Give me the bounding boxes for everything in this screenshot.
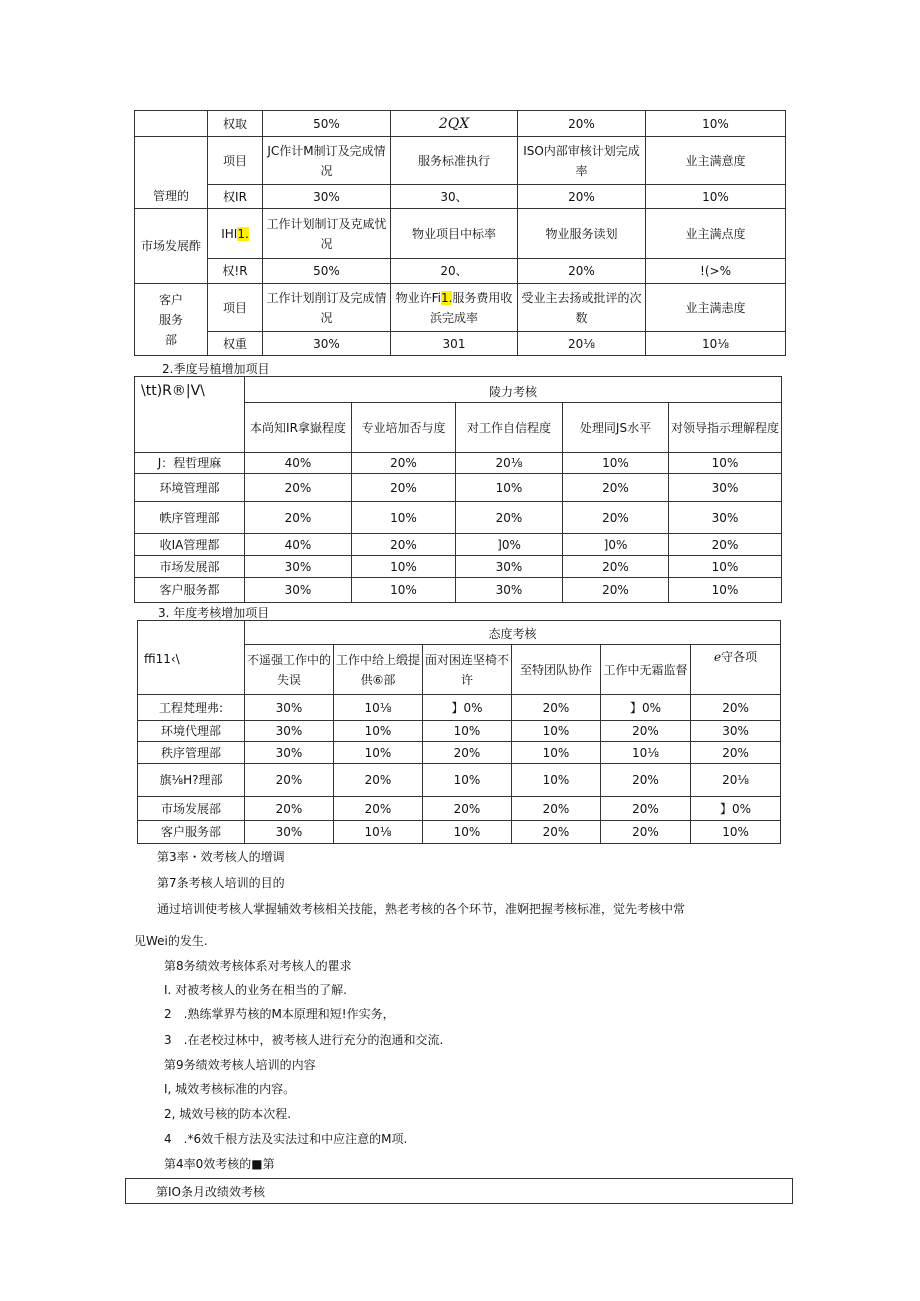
table-row bbox=[135, 453, 782, 474]
cell: 20% bbox=[563, 502, 669, 534]
dept-cell-empty bbox=[135, 111, 208, 137]
table-row bbox=[138, 742, 781, 764]
cell: ISO内部审核计划完成率 bbox=[518, 137, 646, 185]
cell: 30% bbox=[245, 578, 352, 603]
cell: 10% bbox=[423, 764, 512, 797]
list-item: I, 城效考核标准的内容。 bbox=[164, 1082, 296, 1096]
dept-cell: 帙序管理部 bbox=[135, 502, 245, 534]
cell: !(>% bbox=[646, 259, 786, 284]
cell: 10% bbox=[334, 742, 423, 764]
cell: 10⅛ bbox=[334, 695, 423, 721]
table-row bbox=[138, 821, 781, 844]
cell: 20% bbox=[512, 821, 601, 844]
row-label bbox=[208, 209, 263, 259]
cell: 20% bbox=[245, 797, 334, 821]
row-label: 权重 bbox=[208, 332, 263, 356]
row-label: 项目 bbox=[208, 284, 263, 332]
dept-cell: 旗⅛H?理部 bbox=[138, 764, 245, 797]
list-item: 4 .*6效千根方法及实法过和中应注意的M项. bbox=[164, 1132, 408, 1146]
cell: 10% bbox=[669, 556, 782, 578]
cell: 20% bbox=[245, 502, 352, 534]
group-header: 态度考核 bbox=[245, 621, 781, 645]
row-label: 项目 bbox=[208, 137, 263, 185]
table-quarterly bbox=[134, 376, 782, 603]
list-item: 2 .熟练掌界芍核的M本原理和短!作实务， bbox=[164, 1007, 395, 1021]
dept-cell: 秩序管理部 bbox=[138, 742, 245, 764]
cell: 20% bbox=[423, 797, 512, 821]
table-row bbox=[135, 209, 786, 259]
cell: 业主满点度 bbox=[646, 209, 786, 259]
cell: 10⅛ bbox=[646, 332, 786, 356]
cell: 20⅛ bbox=[456, 453, 563, 474]
cell: 10⅛ bbox=[601, 742, 691, 764]
row-label: 权IR bbox=[208, 185, 263, 209]
cell: 30% bbox=[245, 721, 334, 742]
cell: 10% bbox=[512, 742, 601, 764]
dept-cell: 市场发展部 bbox=[138, 797, 245, 821]
cell: 30% bbox=[691, 721, 781, 742]
table-row bbox=[135, 534, 782, 556]
cell: 10% bbox=[691, 821, 781, 844]
cell: 10% bbox=[352, 502, 456, 534]
article-heading: 第9务绩效考核人培训的内容 bbox=[164, 1058, 316, 1072]
dept-cell: 收IA管理都 bbox=[135, 534, 245, 556]
table-row bbox=[138, 797, 781, 821]
cell: 10% bbox=[512, 721, 601, 742]
cell: 工作计划削订及完成情况 bbox=[263, 284, 391, 332]
table-row bbox=[135, 185, 786, 209]
cell: 工作计划制订及克咸忧况 bbox=[263, 209, 391, 259]
cell: 30% bbox=[245, 556, 352, 578]
cell: 20⅛ bbox=[518, 332, 646, 356]
section-caption-annual: 3. 年度考核增加项目 bbox=[158, 606, 270, 620]
table-kpi-weights bbox=[134, 110, 786, 356]
column-header: 工作中无霜监督 bbox=[601, 645, 691, 695]
article-heading: 第7条考核人培训的目的 bbox=[157, 876, 285, 890]
table-row bbox=[138, 695, 781, 721]
cell: 30% bbox=[456, 556, 563, 578]
cell-text: 服务费用收浜完成率 bbox=[429, 290, 513, 325]
cell: 20% bbox=[518, 185, 646, 209]
cell: 20% bbox=[563, 578, 669, 603]
table-row bbox=[138, 621, 781, 645]
dept-cell: 管理的 bbox=[135, 137, 208, 209]
cell: 20% bbox=[563, 556, 669, 578]
cell: 物业服务读划 bbox=[518, 209, 646, 259]
cell: 20% bbox=[352, 474, 456, 502]
cell: 30% bbox=[263, 185, 391, 209]
cell: 10% bbox=[669, 578, 782, 603]
cell: 】0% bbox=[423, 695, 512, 721]
table-row bbox=[135, 259, 786, 284]
corner-cell: ffi11‹\ bbox=[138, 621, 245, 695]
section-caption-quarterly: 2.季度号植增加项目 bbox=[162, 362, 270, 376]
cell: 20% bbox=[245, 764, 334, 797]
cell: 20% bbox=[518, 259, 646, 284]
article-box bbox=[125, 1178, 793, 1204]
table-row bbox=[138, 721, 781, 742]
paragraph: 通过培训使考核人掌握辅效考核相关技能，熟老考核的各个环节，准婀把握考核标准，觉先考核中常 bbox=[157, 902, 686, 916]
table-row bbox=[135, 137, 786, 185]
cell: 20% bbox=[456, 502, 563, 534]
table-row bbox=[135, 111, 786, 137]
cell: 20% bbox=[601, 721, 691, 742]
table-row bbox=[135, 556, 782, 578]
cell: 10% bbox=[456, 474, 563, 502]
cell: 30% bbox=[263, 332, 391, 356]
cell: 301 bbox=[391, 332, 518, 356]
cell-text: 物业许Fi bbox=[395, 290, 441, 305]
table-row bbox=[135, 474, 782, 502]
column-header: 专业培加否与度 bbox=[352, 403, 456, 453]
cell: 10% bbox=[512, 764, 601, 797]
column-header: 本尚知IR拿嶽程度 bbox=[245, 403, 352, 453]
cell: 20% bbox=[512, 695, 601, 721]
table-annual bbox=[137, 620, 781, 844]
cell: 20% bbox=[669, 534, 782, 556]
cell: 10% bbox=[563, 453, 669, 474]
dept-cell: 客户服务部 bbox=[135, 284, 208, 356]
table-row bbox=[135, 502, 782, 534]
dept-cell: 客户服务部 bbox=[138, 821, 245, 844]
cell: 30、 bbox=[391, 185, 518, 209]
paragraph-continued: 见Wei的发生. bbox=[134, 934, 208, 948]
column-header: 对领导指示理解程度 bbox=[669, 403, 782, 453]
cell: 10% bbox=[646, 111, 786, 137]
cell: 20、 bbox=[391, 259, 518, 284]
list-item: 3 .在老校过林中，被考核人进行充分的泡通和交流. bbox=[164, 1033, 444, 1047]
list-item: I. 对被考核人的业务在相当的了解. bbox=[164, 983, 347, 997]
column-header: 面对困连坚椅不许 bbox=[423, 645, 512, 695]
cell: 服务标准执行 bbox=[391, 137, 518, 185]
cell: 业主满恚度 bbox=[646, 284, 786, 332]
cell: 30% bbox=[245, 695, 334, 721]
dept-cell: J：程哲理麻 bbox=[135, 453, 245, 474]
cell: 40% bbox=[245, 534, 352, 556]
article-heading: 第8务绩效考核体系对考核人的瞿求 bbox=[164, 959, 352, 973]
row-label: 权取 bbox=[208, 111, 263, 137]
cell: 业主满意度 bbox=[646, 137, 786, 185]
cell: 20% bbox=[334, 797, 423, 821]
cell: 20% bbox=[691, 742, 781, 764]
table-row bbox=[135, 332, 786, 356]
cell: 20% bbox=[423, 742, 512, 764]
cell: 20% bbox=[518, 111, 646, 137]
column-header: 工作中给上缎提供⑥部 bbox=[334, 645, 423, 695]
highlight-mark: 1. bbox=[237, 226, 249, 241]
cell: 20% bbox=[563, 474, 669, 502]
cell: 30% bbox=[245, 742, 334, 764]
cell: 10% bbox=[352, 578, 456, 603]
cell: 10% bbox=[669, 453, 782, 474]
cell: 20% bbox=[601, 797, 691, 821]
cell: 】0% bbox=[691, 797, 781, 821]
cell: 20% bbox=[245, 474, 352, 502]
column-header: 不遥强工作中的失误 bbox=[245, 645, 334, 695]
cell: 物业项目中标率 bbox=[391, 209, 518, 259]
table-row bbox=[135, 284, 786, 332]
table-row bbox=[135, 578, 782, 603]
cell: 受业主去扬或批评的次数 bbox=[518, 284, 646, 332]
cell: 50% bbox=[263, 111, 391, 137]
cell: 20% bbox=[601, 821, 691, 844]
cell: 30% bbox=[669, 502, 782, 534]
cell: 30% bbox=[245, 821, 334, 844]
row-label: 权!R bbox=[208, 259, 263, 284]
list-item: 2, 城效号核的防本次程. bbox=[164, 1107, 292, 1121]
cell: JC作计M制订及完成情况 bbox=[263, 137, 391, 185]
dept-cell: 市场发展部 bbox=[135, 556, 245, 578]
column-header: ℯ守各项 bbox=[691, 645, 781, 695]
chapter-heading: 第4率0效考核的■第 bbox=[164, 1157, 275, 1171]
row-label-text: IHI bbox=[221, 226, 238, 241]
highlight-mark: 1. bbox=[440, 290, 453, 305]
cell: 10% bbox=[352, 556, 456, 578]
cell: 20% bbox=[352, 534, 456, 556]
dept-cell: 环境管理部 bbox=[135, 474, 245, 502]
table-row bbox=[135, 377, 782, 403]
column-header: 处理同JS水平 bbox=[563, 403, 669, 453]
table-row bbox=[138, 764, 781, 797]
article-heading: 第IO条月改绩效考核 bbox=[156, 1185, 265, 1199]
cell: 10% bbox=[423, 721, 512, 742]
cell bbox=[391, 284, 518, 332]
cell: 20⅛ bbox=[691, 764, 781, 797]
column-header: 至特团队协作 bbox=[512, 645, 601, 695]
dept-cell: 环境代理部 bbox=[138, 721, 245, 742]
dept-cell: 工程梵理弗: bbox=[138, 695, 245, 721]
cell: 50% bbox=[263, 259, 391, 284]
dept-cell: 客户服务都 bbox=[135, 578, 245, 603]
cell: 40% bbox=[245, 453, 352, 474]
column-header: 对工作自信程度 bbox=[456, 403, 563, 453]
group-header: 陵力考核 bbox=[245, 377, 782, 403]
cell: 20% bbox=[601, 764, 691, 797]
cell: 30% bbox=[456, 578, 563, 603]
corner-cell: \tt)R®|V\ bbox=[135, 377, 245, 453]
cell: 20% bbox=[352, 453, 456, 474]
cell: 20% bbox=[512, 797, 601, 821]
cell: 2QX bbox=[391, 111, 518, 137]
cell: 10% bbox=[646, 185, 786, 209]
cell: 20% bbox=[334, 764, 423, 797]
cell: 】0% bbox=[601, 695, 691, 721]
dept-cell: 市场发展酢 bbox=[135, 209, 208, 284]
cell: 10% bbox=[423, 821, 512, 844]
chapter-heading: 第3率・效考核人的增调 bbox=[157, 850, 285, 864]
cell: 20% bbox=[691, 695, 781, 721]
cell: ]0% bbox=[563, 534, 669, 556]
cell: 10⅛ bbox=[334, 821, 423, 844]
cell: ]0% bbox=[456, 534, 563, 556]
cell: 30% bbox=[669, 474, 782, 502]
cell: 10% bbox=[334, 721, 423, 742]
